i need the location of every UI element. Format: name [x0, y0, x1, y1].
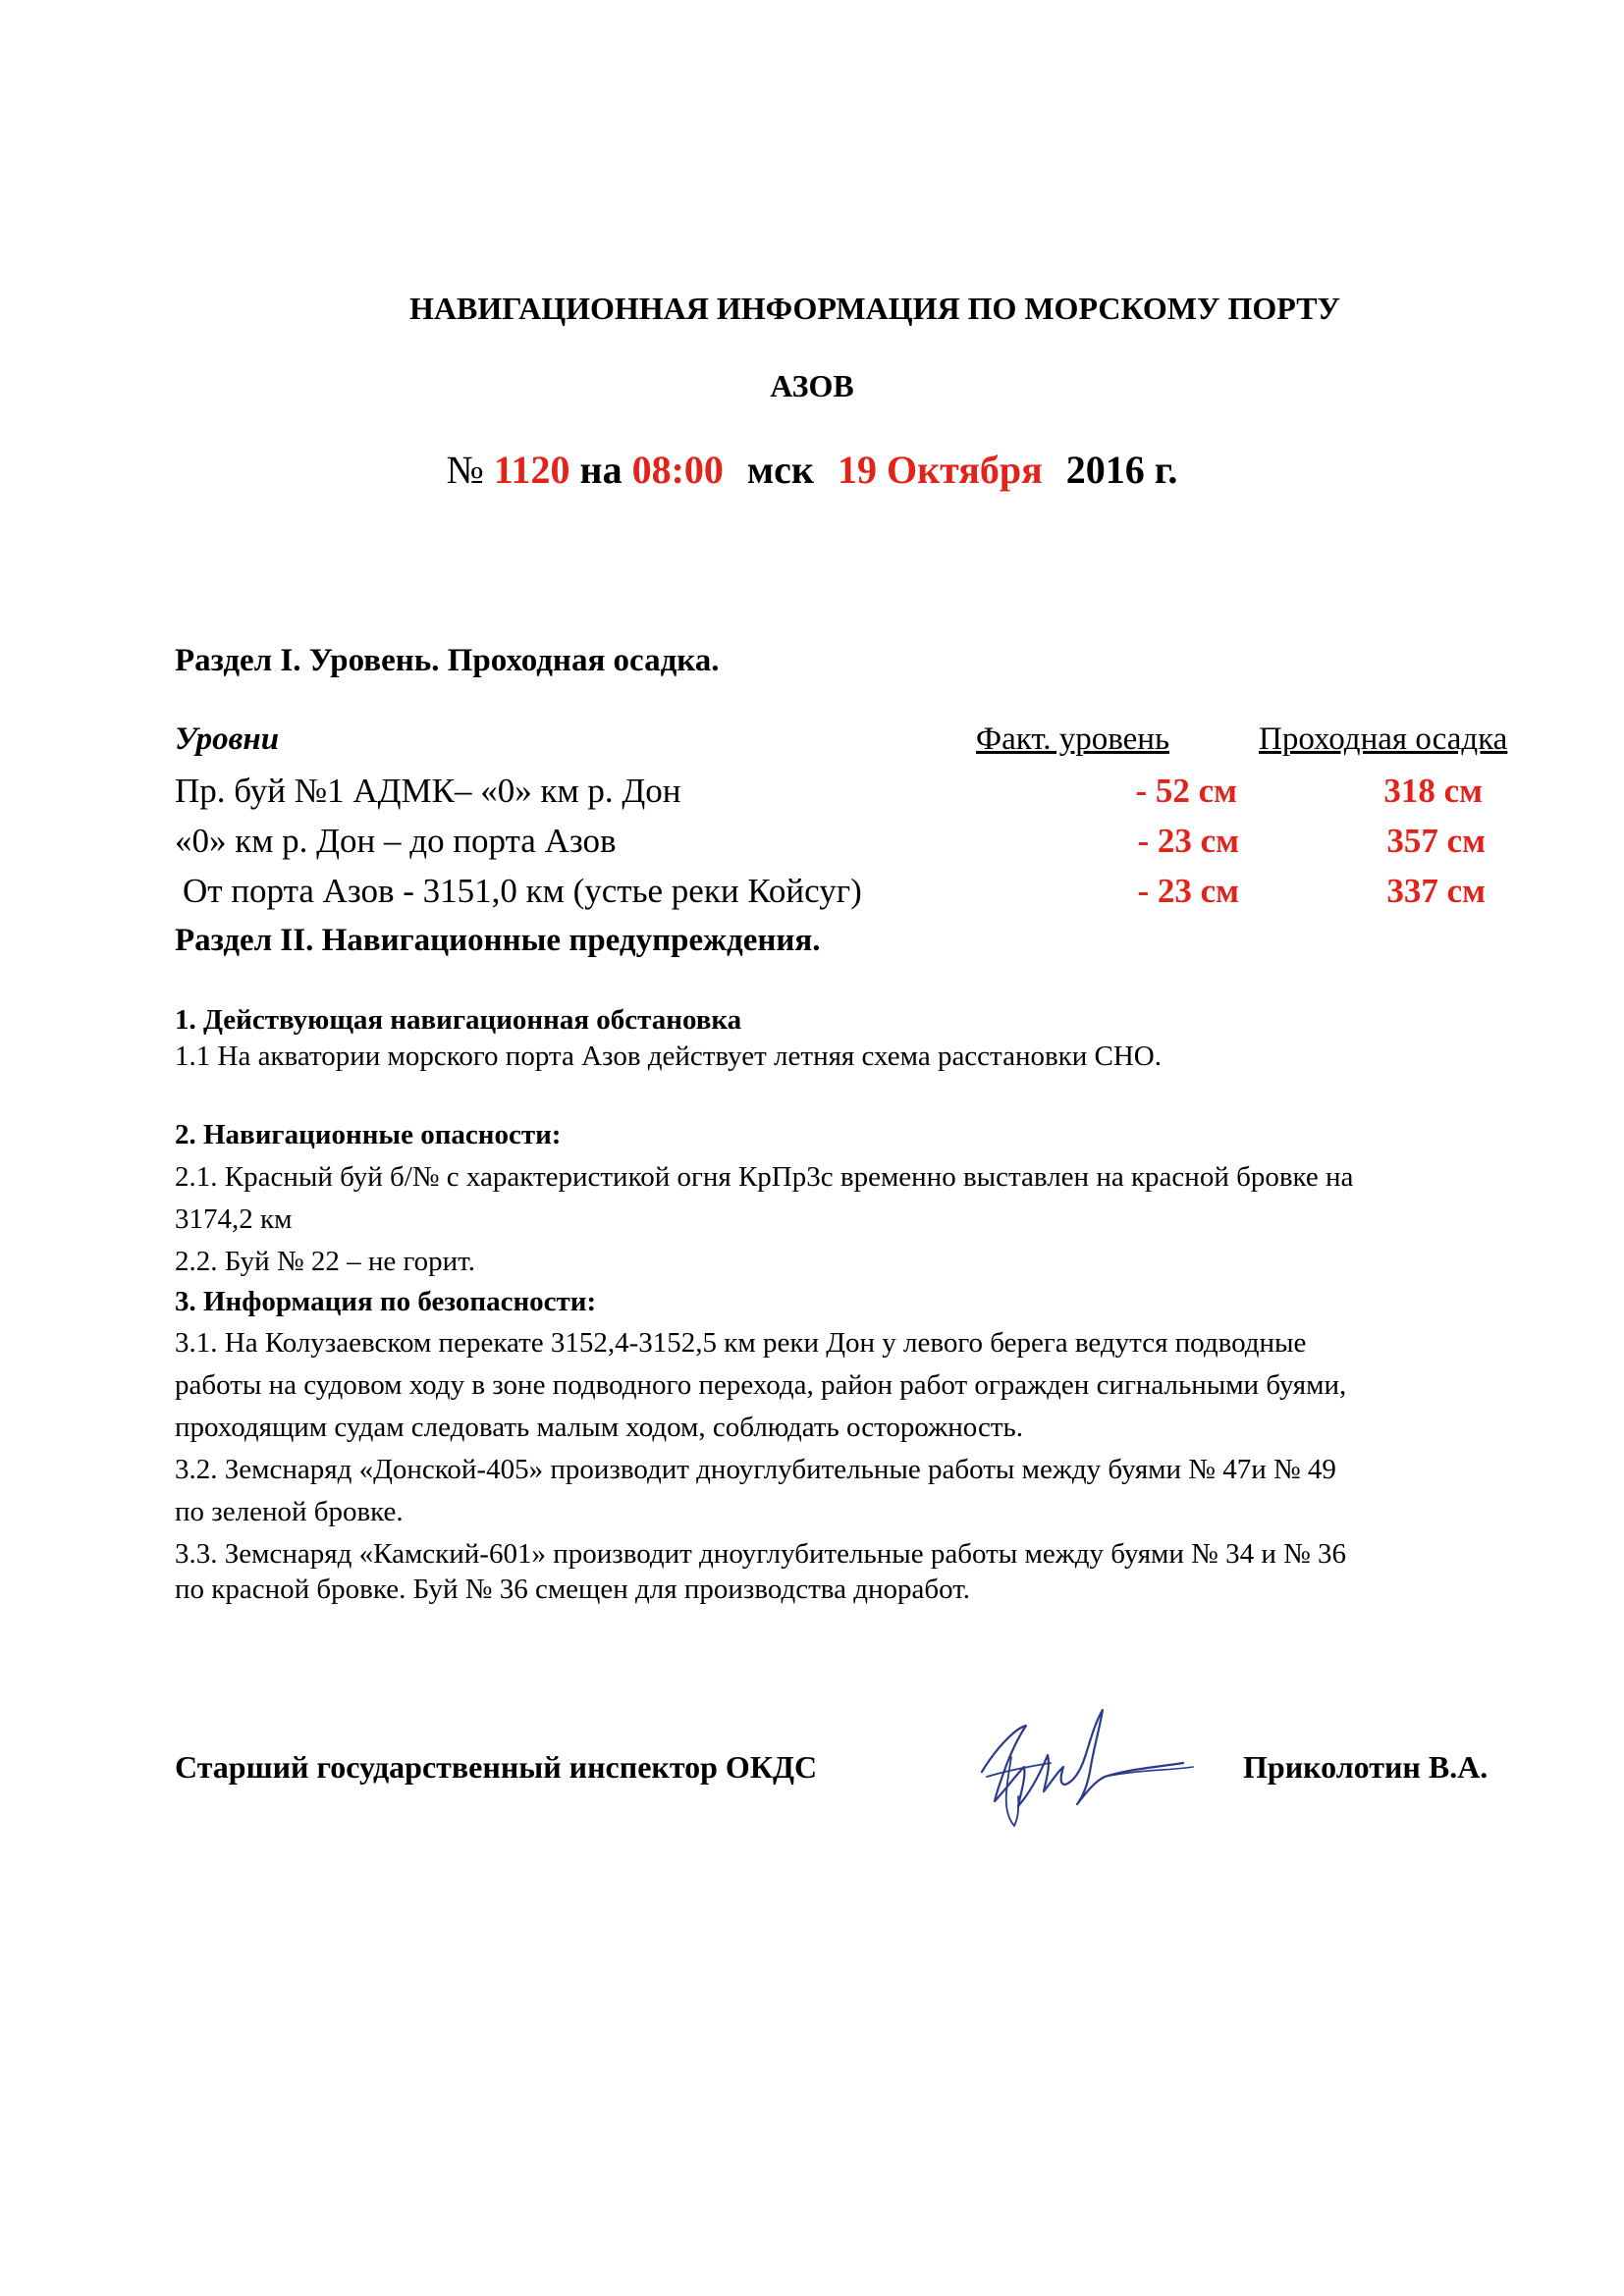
level-row-fact: - 23 см	[1137, 822, 1239, 860]
document-title: НАВИГАЦИОННАЯ ИНФОРМАЦИЯ ПО МОРСКОМУ ПОРТУ	[408, 291, 1341, 326]
section-2-title: Раздел II. Навигационные предупреждения.	[175, 923, 821, 958]
paragraph-3-3-line2: по красной бровке. Буй № 36 смещен для производства дноработ.	[175, 1574, 970, 1605]
level-row-fact: - 23 см	[1137, 872, 1239, 910]
section-1-title: Раздел I. Уровень. Проходная осадка.	[175, 643, 720, 678]
paragraph-3-1-line1: 3.1. На Колузаевском перекате 3152,4-3152,5 км реки Дон у левого берега ведутся подводные	[175, 1327, 1307, 1359]
handwritten-signature	[957, 1698, 1208, 1836]
bulletin-time: 08:00	[631, 448, 724, 492]
paragraph-3-2-line1: 3.2. Земснаряд «Донской-405» производит дноуглубительные работы между буями № 47и № 49	[175, 1454, 1336, 1485]
level-row-fact: - 52 см	[1135, 772, 1237, 810]
levels-header	[0, 721, 1624, 766]
paragraph-3-1-line3: проходящим судам следовать малым ходом, соблюдать осторожность.	[175, 1412, 1023, 1443]
subsection-1-title: 1. Действующая навигационная обстановка	[175, 1004, 742, 1036]
levels-label: Уровни	[175, 721, 280, 757]
bulletin-date: 19 Октября	[837, 448, 1043, 492]
column-fact-level: Факт. уровень	[976, 721, 1170, 757]
subsection-2-title: 2. Навигационные опасности:	[175, 1119, 562, 1150]
paragraph-2-2: 2.2. Буй № 22 – не горит.	[175, 1246, 475, 1277]
paragraph-3-3-line1: 3.3. Земснаряд «Камский-601» производит дноуглубительные работы между буями № 34 и № 36	[175, 1538, 1347, 1570]
timezone: мск	[746, 448, 814, 492]
port-name: АЗОВ	[770, 368, 854, 403]
paragraph-3-1-line2: работы на судовом ходу в зоне подводного перехода, район работ огражден сигнальными буями,	[175, 1369, 1347, 1401]
subsection-3-title: 3. Информация по безопасности:	[175, 1286, 597, 1317]
paragraph-3-2-line2: по зеленой бровке.	[175, 1496, 404, 1527]
level-row-name: «0» км р. Дон – до порта Азов	[175, 822, 617, 860]
signer-position: Старший государственный инспектор ОКДС	[175, 1749, 818, 1785]
level-row-draft: 318 см	[1383, 772, 1483, 810]
level-row-name: Пр. буй №1 АДМК– «0» км р. Дон	[175, 772, 681, 810]
level-row-name: От порта Азов - 3151,0 км (устье реки Койсуг)	[183, 872, 862, 910]
number-sign: №	[446, 448, 484, 492]
level-row-draft: 337 см	[1386, 872, 1486, 910]
paragraph-1-1: 1.1 На акватории морского порта Азов действует летняя схема расстановки СНО.	[175, 1041, 1163, 1072]
bulletin-number: 1120	[493, 448, 570, 492]
at-word: на	[579, 448, 623, 492]
bulletin-number-line	[0, 447, 1624, 493]
signer-name: Приколотин В.А.	[1243, 1749, 1489, 1785]
level-row-draft: 357 см	[1386, 822, 1486, 860]
bulletin-year: 2016 г.	[1065, 448, 1178, 492]
paragraph-2-1-line2: 3174,2 км	[175, 1203, 293, 1235]
paragraph-2-1-line1: 2.1. Красный буй б/№ с характеристикой огня КрПр3с временно выставлен на красной бровке на	[175, 1161, 1354, 1193]
column-pass-draft: Проходная осадка	[1259, 721, 1508, 757]
